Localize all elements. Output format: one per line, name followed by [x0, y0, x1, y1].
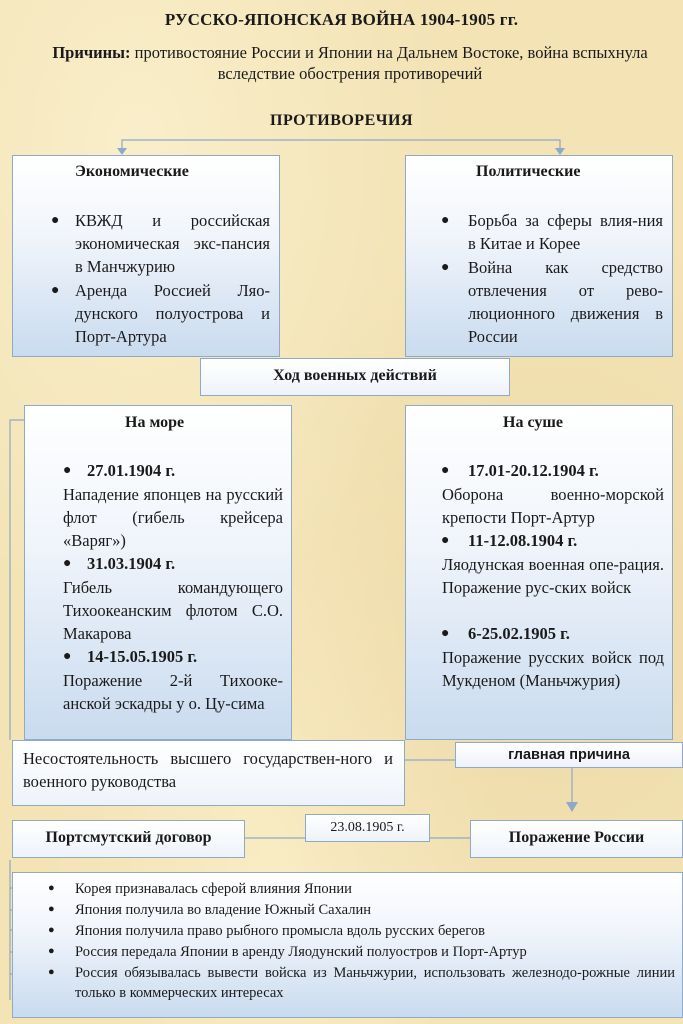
contradictions-title: ПРОТИВОРЕЧИЯ	[270, 112, 413, 129]
treaty-term-3: Япония получила право рыбного промысла вдоль русских берегов	[75, 923, 485, 939]
failure-text: Несостоятельность высшего государствен-ного и военного руководства	[23, 749, 393, 791]
sea-header: На море	[125, 414, 185, 431]
political-box	[405, 155, 673, 357]
land-event-2-text: Ляодунская военная опе-рация. Поражение рус-ских войск	[442, 555, 664, 597]
treaty-date-box	[305, 814, 430, 842]
course-title: Ход военных действий	[273, 367, 437, 384]
sea-box	[24, 405, 292, 740]
causes-text	[40, 42, 660, 84]
land-event-3-text: Поражение русских войск под Мукденом (Маньчжурия)	[442, 648, 664, 690]
course-title-box	[200, 358, 510, 396]
page-title: РУССКО-ЯПОНСКАЯ ВОЙНА 1904-1905 гг.	[164, 10, 519, 29]
bullet-icon: ●	[441, 260, 450, 275]
main-cause-label: главная причина	[508, 747, 630, 763]
sea-event-3-text: Поражение 2-й Тихооке-анской эскадры у о. Цу-сима	[63, 671, 283, 713]
economic-item-2: Аренда Россией Ляо-дунского полуострова и Порт-Артура	[75, 281, 270, 346]
treaty-term-4: Россия передала Японии в аренду Ляодунский полуостров и Порт-Артур	[75, 944, 527, 960]
economic-box	[12, 155, 280, 357]
sea-event-1-date: 27.01.1904 г.	[87, 461, 176, 480]
bullet-icon: ●	[51, 283, 60, 298]
land-event-1-text: Оборона военно-морской крепости Порт-Артур	[442, 485, 664, 527]
land-header: На суше	[503, 414, 563, 431]
land-event-3-date: 6-25.02.1905 г.	[468, 624, 570, 643]
economic-header: Экономические	[75, 163, 189, 180]
bullet-icon: ●	[441, 213, 450, 228]
bullet-icon: ●	[48, 945, 55, 957]
treaty-name: Портсмутский договор	[45, 829, 212, 846]
treaty-date: 23.08.1905 г.	[330, 820, 405, 835]
economic-item-1: КВЖД и российская экономическая экс-пансия в Манчжурию	[75, 211, 270, 276]
political-item-1: Борьба за сферы влия-ния в Китае и Корее	[468, 211, 663, 253]
sea-event-2-text: Гибель командующего Тихоокеанским флотом С.О. Макарова	[63, 578, 283, 643]
defeat-label: Поражение России	[508, 829, 645, 846]
sea-event-2-date: 31.03.1904 г.	[87, 554, 176, 573]
bullet-icon: ●	[441, 626, 450, 641]
land-event-1-date: 17.01-20.12.1904 г.	[468, 461, 599, 480]
bullet-icon: ●	[48, 966, 55, 978]
bullet-icon: ●	[51, 213, 60, 228]
failure-box	[12, 740, 405, 806]
treaty-term-1: Корея признавалась сферой влияния Японии	[75, 881, 352, 897]
bullet-icon: ●	[63, 649, 72, 664]
sea-event-3-date: 14-15.05.1905 г.	[87, 647, 198, 666]
political-header: Политические	[476, 163, 581, 180]
bullet-icon: ●	[48, 882, 55, 894]
bullet-icon: ●	[63, 556, 72, 571]
main-cause-box	[455, 742, 683, 768]
sea-event-1-text: Нападение японцев на русский флот (гибель крейсера «Варяг»)	[63, 485, 283, 550]
land-event-2-date: 11-12.08.1904 г.	[468, 531, 578, 550]
political-item-2: Война как средство отвлечения от рево-люционного движения в России	[468, 258, 663, 346]
bullet-icon: ●	[48, 903, 55, 915]
treaty-terms-box	[12, 872, 683, 1018]
bullet-icon: ●	[441, 533, 450, 548]
treaty-term-2: Япония получила во владение Южный Сахалин	[75, 902, 371, 918]
causes-label: Причины:	[52, 43, 131, 62]
causes-description: противостояние России и Японии на Дальнем Востоке, война вспыхнула вследствие обострения противоречий	[130, 43, 648, 83]
bullet-icon: ●	[48, 924, 55, 936]
treaty-box	[12, 820, 245, 858]
treaty-term-5: Россия обязывалась вывести войска из Маньчжурии, использовать железнодо-рожные линии только в коммерческих интересах	[75, 965, 675, 1001]
bullet-icon: ●	[63, 463, 72, 478]
defeat-box	[470, 820, 683, 858]
land-box	[405, 405, 673, 740]
bullet-icon: ●	[441, 463, 450, 478]
